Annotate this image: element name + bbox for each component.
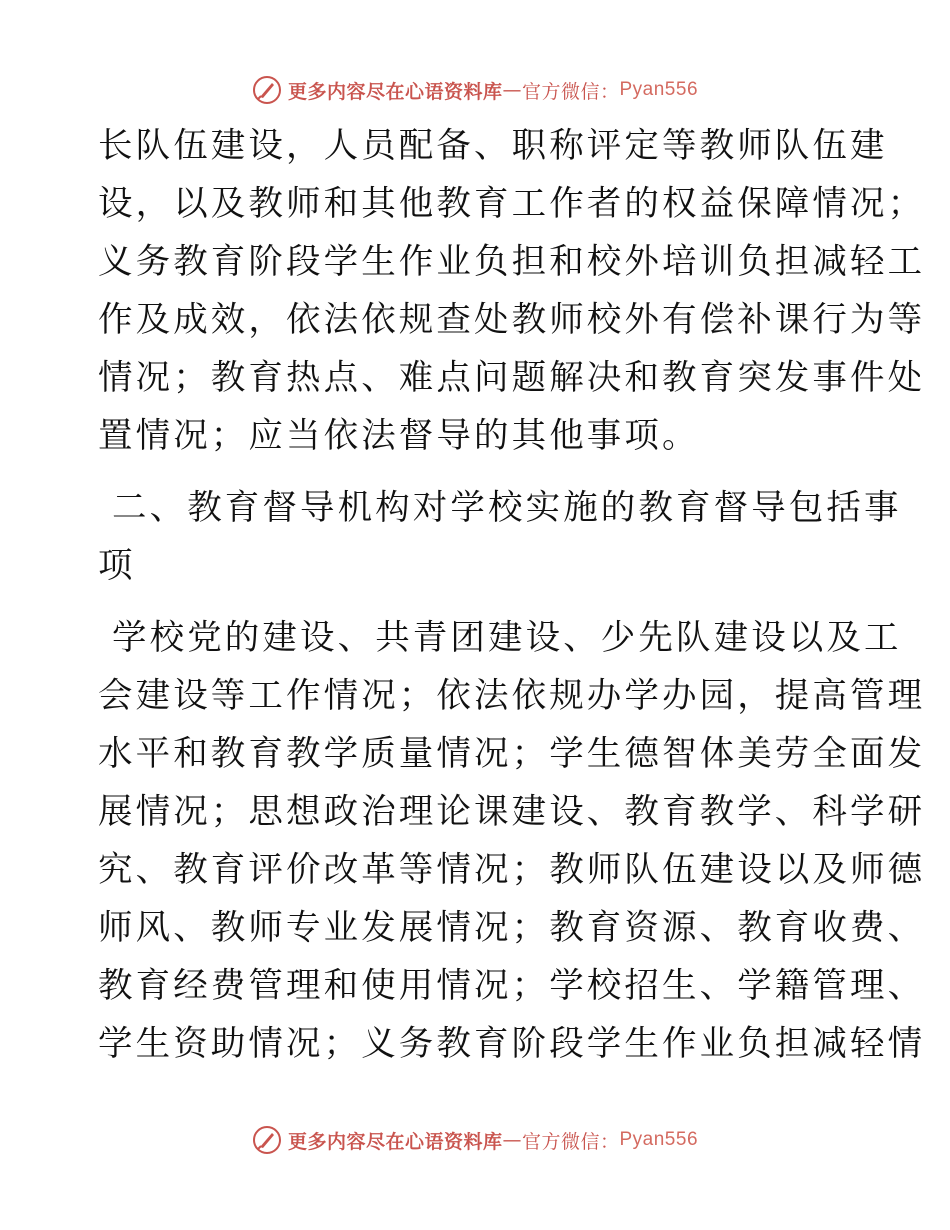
- banner-wechat-id: Pyan556: [619, 1129, 699, 1150]
- text-line: 学校党的建设、共青团建设、少先队建设以及工: [112, 618, 902, 658]
- quill-logo-icon: [252, 75, 282, 105]
- text-line: 设，以及教师和其他教育工作者的权益保障情况；: [98, 184, 926, 224]
- text-line: 水平和教育教学质量情况；学生德智体美劳全面发: [98, 734, 926, 774]
- banner-official-label: 官方微信：: [521, 80, 620, 103]
- text-line: 教育经费管理和使用情况；学校招生、学籍管理、: [98, 966, 926, 1006]
- paragraph-1: [98, 117, 926, 465]
- banner-wechat-id: Pyan556: [619, 79, 699, 100]
- text-line: 情况；教育热点、难点问题解决和教育突发事件处: [98, 358, 926, 398]
- banner-main-text: 更多内容尽在心语资料库: [287, 80, 503, 103]
- section-heading: [98, 479, 902, 595]
- document-body: [98, 117, 926, 1073]
- text-line: 究、教育评价改革等情况；教师队伍建设以及师德: [98, 850, 926, 890]
- text-line: 长队伍建设，人员配备、职称评定等教师队伍建: [98, 126, 888, 166]
- banner-dash: —: [502, 79, 522, 101]
- text-line: 师风、教师专业发展情况；教育资源、教育收费、: [98, 908, 926, 948]
- text-line: 义务教育阶段学生作业负担和校外培训负担减轻工: [98, 242, 926, 282]
- heading-line: 二、教育督导机构对学校实施的教育督导包括事: [112, 488, 902, 528]
- text-line: 学生资助情况；义务教育阶段学生作业负担减轻情: [98, 1024, 926, 1064]
- heading-line: 项: [98, 546, 136, 586]
- banner-main-text: 更多内容尽在心语资料库: [287, 1130, 503, 1153]
- header-banner: [0, 73, 950, 107]
- banner-official-label: 官方微信：: [521, 1130, 620, 1153]
- text-line: 会建设等工作情况；依法依规办学办园，提高管理: [98, 676, 926, 716]
- paragraph-2: [98, 609, 926, 1073]
- text-line: 作及成效，依法依规查处教师校外有偿补课行为等: [98, 300, 926, 340]
- banner-dash: —: [502, 1129, 522, 1151]
- text-line: 展情况；思想政治理论课建设、教育教学、科学研: [98, 792, 926, 832]
- quill-logo-icon: [252, 1125, 282, 1155]
- text-line: 置情况；应当依法督导的其他事项。: [98, 416, 700, 456]
- footer-banner: [0, 1123, 950, 1157]
